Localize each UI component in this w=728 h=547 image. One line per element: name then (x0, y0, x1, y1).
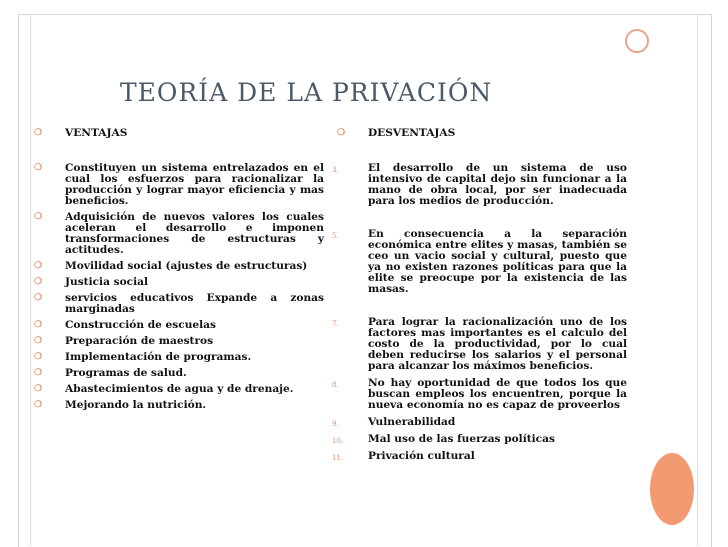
bullet-icon: ❍ (34, 352, 43, 362)
list-item (332, 163, 627, 207)
item-number: 3. (332, 166, 339, 174)
bullet-icon: ❍ (34, 293, 43, 303)
list-item (332, 434, 627, 445)
list-item (34, 277, 324, 288)
list-item-text: Adquisición de nuevos valores los cuales aceleran el desarrollo e imponen transformaciones de estructuras y actitudes. (65, 211, 324, 256)
list-item-text: Mejorando la nutrición. (65, 399, 207, 411)
bullet-icon: ❍ (34, 128, 43, 138)
list-item (332, 317, 627, 372)
ventajas-column (34, 128, 324, 411)
bullet-icon: ❍ (34, 261, 43, 271)
list-item (34, 212, 324, 256)
list-item (34, 352, 324, 363)
item-number: 10. (332, 437, 344, 445)
bullet-icon: ❍ (34, 368, 43, 378)
list-item (332, 229, 627, 295)
list-item-text: Para lograr la racionalización uno de los factores mas importantes es el calculo del costo de la productividad, por lo cual deben reducirse los salarios y el personal para alcanzar los máximos beneficios. (368, 316, 627, 372)
list-item-text: En consecuencia a la separación económica entre elites y masas, también se ceo un vacio social y cultural, puesto que ya no existen razones políticas para que la elite se preocupe por la existencia de las masas. (368, 228, 627, 295)
list-item (34, 163, 324, 207)
list-item (34, 261, 324, 272)
list-item-text: servicios educativos Expande a zonas marginadas (65, 292, 324, 315)
list-item (332, 451, 627, 462)
bullet-icon: ❍ (34, 277, 43, 287)
list-item (332, 128, 627, 139)
bullet-icon: ❍ (34, 400, 43, 410)
right-rule (697, 14, 698, 546)
list-item-text: VENTAJAS (65, 127, 128, 139)
bullet-icon: ❍ (34, 336, 43, 346)
list-item-text: Justicia social (65, 276, 149, 288)
list-item (34, 128, 324, 139)
list-item-text: Implementación de programas. (65, 351, 252, 363)
list-item-text: No hay oportunidad de que todos los que buscan empleos los encuentren, porque la nueva economía no es capaz de proveerlos (368, 377, 627, 411)
list-item-text: Abastecimientos de agua y de drenaje. (65, 383, 294, 395)
list-item (332, 378, 627, 411)
list-item-text: El desarrollo de un sistema de uso intensivo de capital dejo sin funcionar a la mano de obra local, por ser inadecuada para los medios de producción. (368, 162, 627, 207)
list-item (34, 400, 324, 411)
list-item (34, 384, 324, 395)
bullet-icon: ❍ (34, 320, 43, 330)
list-item (34, 320, 324, 331)
list-item-text: Vulnerabilidad (368, 416, 456, 428)
item-number: 5. (332, 232, 339, 240)
list-item (34, 293, 324, 315)
list-item-text: Movilidad social (ajustes de estructuras) (65, 260, 308, 272)
list-item (34, 368, 324, 379)
bullet-icon: ❍ (34, 384, 43, 394)
slide-title: TEORÍA DE LA PRIVACIÓN (120, 78, 493, 107)
item-number: 11. (332, 454, 344, 462)
decorative-circle-icon (650, 453, 694, 525)
list-item-text: Preparación de maestros (65, 335, 214, 347)
item-number: 7. (332, 320, 339, 328)
item-number: 8. (332, 381, 339, 389)
desventajas-column (332, 128, 627, 462)
decorative-ring-icon (625, 29, 649, 53)
list-item-text: Constituyen un sistema entrelazados en el cual los esfuerzos para racionalizar la producción y lograr mayor eficiencia y mas beneficios. (65, 162, 324, 207)
list-item (332, 417, 627, 428)
bullet-icon: ❍ (337, 128, 346, 138)
list-item-text: Mal uso de las fuerzas políticas (368, 433, 555, 445)
left-rule (30, 14, 31, 546)
bullet-icon: ❍ (34, 163, 43, 173)
list-item (34, 336, 324, 347)
list-item-text: DESVENTAJAS (368, 127, 456, 139)
list-item-text: Privación cultural (368, 450, 475, 462)
list-item-text: Programas de salud. (65, 367, 187, 379)
item-number: 9. (332, 420, 339, 428)
bullet-icon: ❍ (34, 212, 43, 222)
list-item-text: Construcción de escuelas (65, 319, 217, 331)
